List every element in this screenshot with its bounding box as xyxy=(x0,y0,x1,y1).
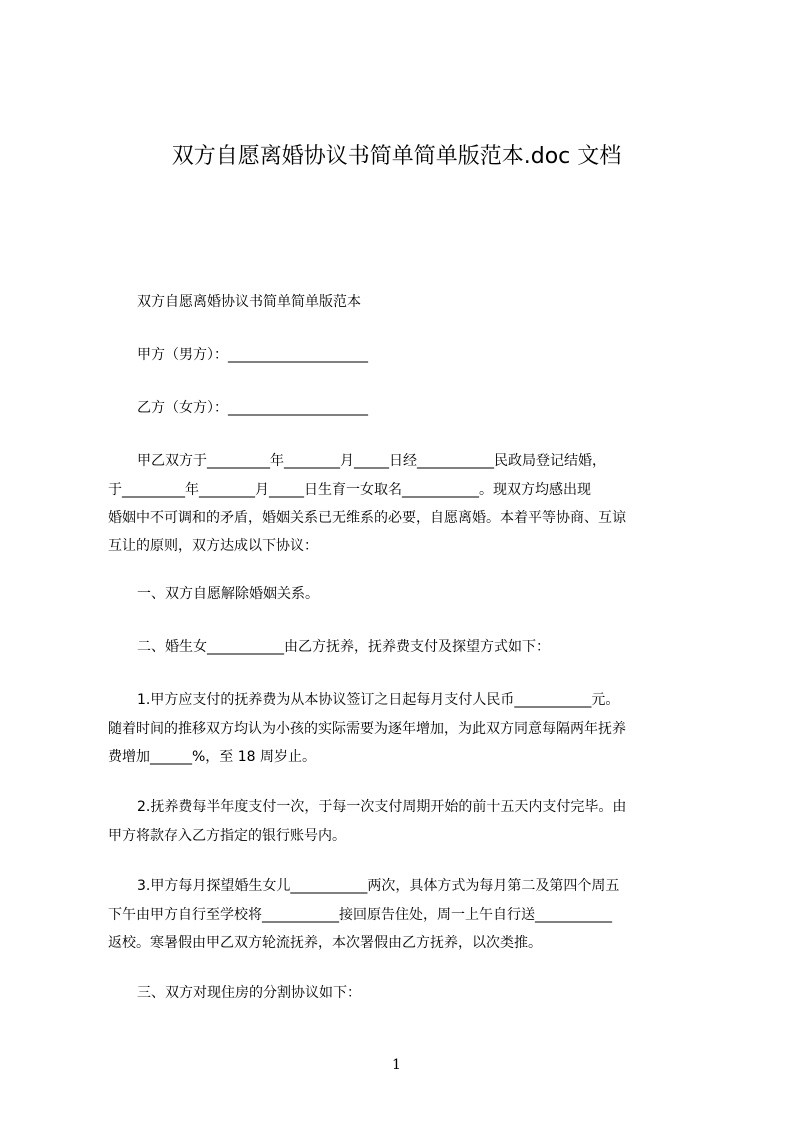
item-3-line-2: 下午由甲方自行至学校将___________接回原告住处，周一上午自行送___________ xyxy=(108,907,612,923)
document-subtitle: 双方自愿离婚协议书简单简单版范本 xyxy=(137,294,361,310)
item-3-line-3: 返校。寒暑假由甲乙双方轮流抚养，本次署假由乙方抚养，以次类推。 xyxy=(108,935,542,951)
intro-line-2: 于_________年________月_____日生育一女取名___________。现双方均感出现 xyxy=(108,482,591,498)
party-a-line: 甲方（男方）：____________________ xyxy=(137,347,368,363)
item-1-line-3: 费增加______%，至 18 周岁止。 xyxy=(108,749,317,765)
section-3-heading: 三、双方对现住房的分割协议如下： xyxy=(137,985,361,1001)
intro-line-4: 互让的原则，双方达成以下协议： xyxy=(108,538,318,554)
item-3-line-1: 3.甲方每月探望婚生女儿___________两次，具体方式为每月第二及第四个周五 xyxy=(137,878,620,894)
item-2-line-1: 2.抚养费每半年度支付一次，于每一次支付周期开始的前十五天内支付完毕。由 xyxy=(137,799,627,815)
page-number: 1 xyxy=(392,1057,401,1073)
item-1-line-2: 随着时间的推移双方均认为小孩的实际需要为逐年增加，为此双方同意每隔两年抚养 xyxy=(108,721,626,737)
intro-line-3: 婚姻中不可调和的矛盾，婚姻关系已无维系的必要，自愿离婚。本着平等协商、互谅 xyxy=(108,510,626,526)
item-2-line-2: 甲方将款存入乙方指定的银行账号内。 xyxy=(108,828,346,844)
item-1-line-1: 1.甲方应支付的抚养费为从本协议签订之日起每月支付人民币___________元。 xyxy=(137,692,620,708)
party-b-line: 乙方（女方）：____________________ xyxy=(137,400,368,416)
intro-line-1: 甲乙双方于_________年________月_____日经___________民政局登记结婚， xyxy=(137,453,606,469)
section-2-heading: 二、婚生女___________由乙方抚养，抚养费支付及探望方式如下： xyxy=(137,639,550,655)
section-1-heading: 一、双方自愿解除婚姻关系。 xyxy=(137,586,319,602)
document-title: 双方自愿离婚协议书简单简单版范本.doc 文档 xyxy=(171,144,622,169)
